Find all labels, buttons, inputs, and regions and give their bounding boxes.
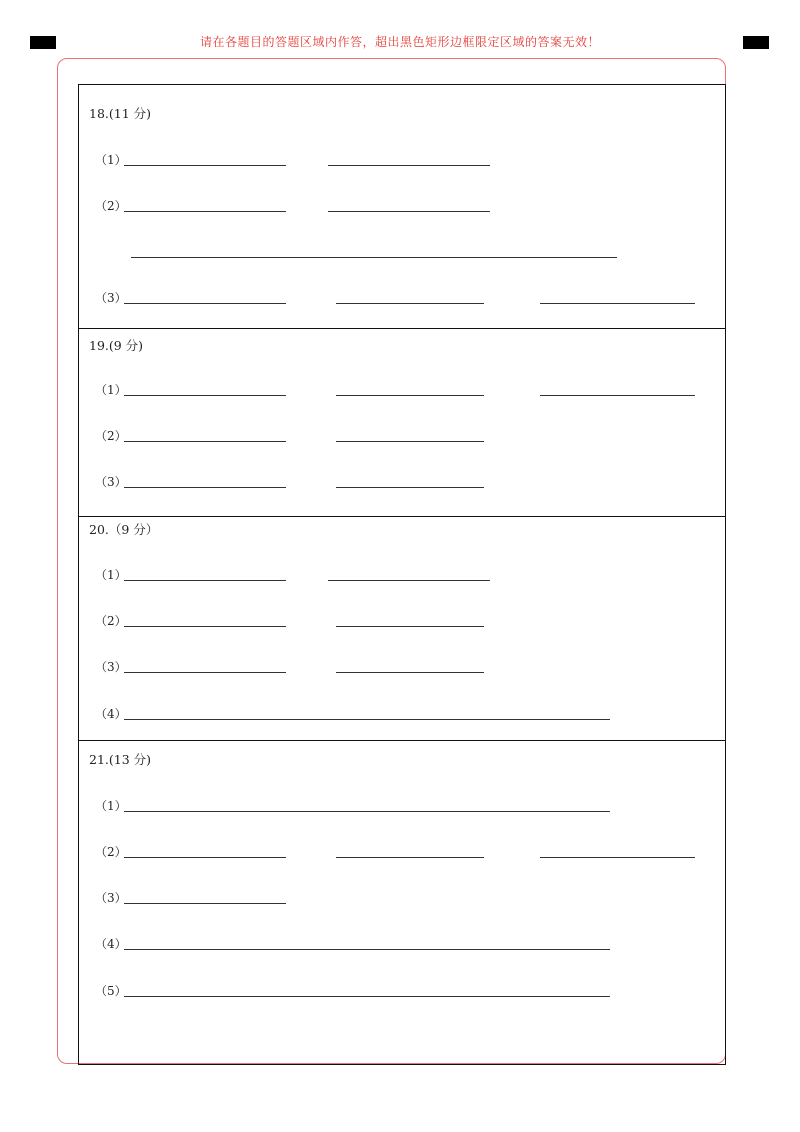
item-label: （3） <box>95 291 127 305</box>
question-20-title: 20.（9 分） <box>89 522 159 537</box>
answer-blank[interactable] <box>131 257 617 258</box>
item-label: （2） <box>95 199 127 213</box>
answer-blank[interactable] <box>124 672 286 673</box>
question-19-title: 19.(9 分) <box>89 338 144 353</box>
item-label: （1） <box>95 568 127 582</box>
answer-blank[interactable] <box>336 672 484 673</box>
answer-blank[interactable] <box>124 949 610 950</box>
answer-blank[interactable] <box>124 580 286 581</box>
answer-blank[interactable] <box>124 857 286 858</box>
answer-blank[interactable] <box>336 303 484 304</box>
answer-blank[interactable] <box>124 211 286 212</box>
answer-blank[interactable] <box>124 165 286 166</box>
item-label: （4） <box>95 707 127 721</box>
section-divider <box>78 740 726 741</box>
question-18-title: 18.(11 分) <box>89 106 152 121</box>
answer-blank[interactable] <box>328 165 490 166</box>
answer-blank[interactable] <box>124 719 610 720</box>
item-label: （2） <box>95 429 127 443</box>
answer-blank[interactable] <box>540 395 695 396</box>
answer-blank[interactable] <box>336 441 484 442</box>
answer-blank[interactable] <box>124 903 286 904</box>
answer-blank[interactable] <box>124 395 286 396</box>
answer-blank[interactable] <box>124 811 610 812</box>
answer-blank[interactable] <box>124 626 286 627</box>
item-label: （1） <box>95 383 127 397</box>
answer-region-frame <box>78 84 726 1065</box>
item-label: （1） <box>95 799 127 813</box>
answer-blank[interactable] <box>124 441 286 442</box>
answer-blank[interactable] <box>328 211 490 212</box>
answer-blank[interactable] <box>124 303 286 304</box>
item-label: （3） <box>95 891 127 905</box>
section-divider <box>78 328 726 329</box>
section-divider <box>78 516 726 517</box>
answer-blank[interactable] <box>328 580 490 581</box>
item-label: （1） <box>95 153 127 167</box>
answer-blank[interactable] <box>540 303 695 304</box>
answer-blank[interactable] <box>336 395 484 396</box>
item-label: （5） <box>95 984 127 998</box>
item-label: （2） <box>95 614 127 628</box>
item-label: （3） <box>95 475 127 489</box>
item-label: （3） <box>95 660 127 674</box>
question-21-title: 21.(13 分) <box>89 752 152 767</box>
answer-blank[interactable] <box>336 857 484 858</box>
answer-blank[interactable] <box>336 487 484 488</box>
answer-blank[interactable] <box>124 487 286 488</box>
answer-blank[interactable] <box>124 996 610 997</box>
answer-area-notice: 请在各题目的答题区域内作答，超出黑色矩形边框限定区域的答案无效！ <box>199 35 600 49</box>
item-label: （2） <box>95 845 127 859</box>
answer-blank[interactable] <box>540 857 695 858</box>
answer-blank[interactable] <box>336 626 484 627</box>
item-label: （4） <box>95 937 127 951</box>
